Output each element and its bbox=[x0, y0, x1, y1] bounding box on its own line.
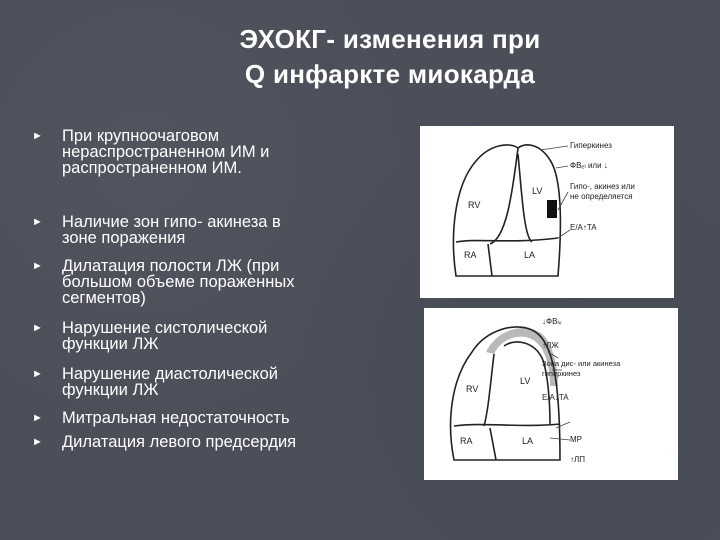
bullet-text: Дилатация полости ЛЖ (при большом объеме пораженных сегментов) bbox=[62, 257, 295, 307]
bullet-item bbox=[28, 410, 290, 426]
ra-label: RA bbox=[460, 436, 473, 446]
slide-title-line-2: Q инфаркте миокарда bbox=[244, 59, 536, 89]
bullet-arrow-icon: ► bbox=[32, 436, 43, 448]
atrial-divider bbox=[490, 428, 496, 460]
annotation-akinesis-1: Гипо-, акинез или bbox=[570, 182, 635, 191]
annotation-lv-dilation: ↑ЛЖ bbox=[542, 341, 559, 350]
annotation-ea: E/A↓TA bbox=[542, 393, 569, 402]
septum bbox=[484, 354, 494, 426]
annotation-la-dilation: ↑ЛП bbox=[570, 455, 585, 464]
lv-label: LV bbox=[520, 376, 531, 386]
av-plane bbox=[456, 238, 558, 242]
rv-label: RV bbox=[466, 384, 479, 394]
bullet-arrow-icon: ► bbox=[32, 322, 43, 334]
bullet-arrow-icon: ► bbox=[32, 130, 43, 142]
ra-label: RA bbox=[464, 250, 477, 260]
bullet-item bbox=[28, 366, 278, 398]
av-plane bbox=[454, 424, 560, 426]
la-label: LA bbox=[522, 436, 534, 446]
bullet-text: Нарушение систолической функции ЛЖ bbox=[62, 319, 268, 353]
slide-title bbox=[120, 22, 660, 92]
annotation-ea: E/A↑TA bbox=[570, 223, 597, 232]
bullet-text: При крупноочаговом нераспространенном ИМ и распространенном ИМ. bbox=[62, 127, 270, 177]
bullet-item bbox=[28, 434, 296, 450]
annotation-ef: ФВₑₗ или ↓ bbox=[570, 161, 608, 170]
bullet-text: Наличие зон гипо- акинеза в зоне поражения bbox=[62, 213, 281, 247]
bullet-item bbox=[28, 128, 269, 176]
akinesis-segment bbox=[547, 200, 557, 218]
bullet-text: Дилатация левого предсердия bbox=[62, 433, 297, 451]
echo-diagram-hyperkinesis bbox=[420, 126, 674, 298]
annotation-hyperkinesis: Гиперкинез bbox=[570, 141, 612, 150]
lv-label: LV bbox=[532, 186, 543, 196]
bullet-text: Митральная недостаточность bbox=[62, 409, 290, 427]
annotation-akinesis-2: не определяется bbox=[570, 192, 633, 201]
bullet-arrow-icon: ► bbox=[32, 368, 43, 380]
slide-title-line-1: ЭХОКГ- изменения при bbox=[239, 24, 541, 54]
annotation-dyskinesis-1: Зона дис- или акинеза bbox=[542, 359, 621, 368]
atrial-divider bbox=[488, 244, 492, 276]
annotation-ef: ↓ФВₗᵥ bbox=[542, 317, 562, 326]
lv-inner-wall bbox=[518, 154, 532, 242]
bullet-item bbox=[28, 320, 267, 352]
rv-label: RV bbox=[468, 200, 481, 210]
bullet-arrow-icon: ► bbox=[32, 412, 43, 424]
bullet-item bbox=[28, 258, 295, 306]
bullet-item bbox=[28, 214, 281, 246]
bullet-arrow-icon: ► bbox=[32, 216, 43, 228]
bullet-arrow-icon: ► bbox=[32, 260, 43, 272]
bullet-text: Нарушение диастолической функции ЛЖ bbox=[62, 365, 278, 399]
la-label: LA bbox=[524, 250, 536, 260]
septum bbox=[490, 148, 518, 244]
annotation-dyskinesis-2: гиперкинез bbox=[542, 369, 581, 378]
annotation-mr: MP bbox=[570, 435, 582, 444]
echo-diagram-dilatation bbox=[424, 308, 678, 480]
